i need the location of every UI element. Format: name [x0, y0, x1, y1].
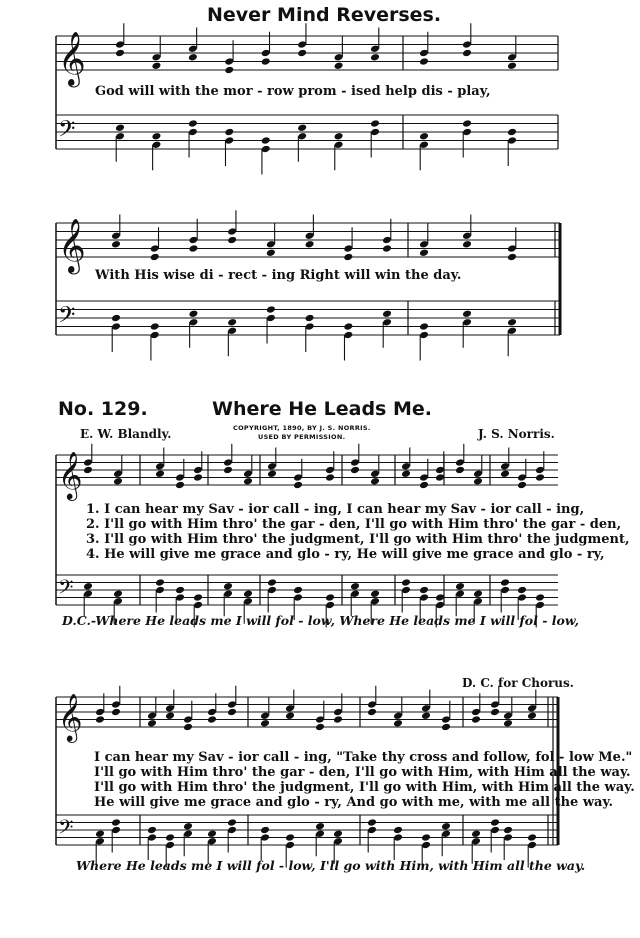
note-head: [266, 305, 276, 314]
note-head: [334, 61, 344, 70]
note-head: [111, 708, 121, 717]
note-head: [113, 589, 123, 598]
clef-symbol: 𝄢: [58, 116, 76, 148]
note-head: [393, 826, 403, 835]
note-head: [183, 822, 193, 831]
note-head: [243, 477, 253, 486]
note-head: [370, 589, 380, 598]
note-head: [207, 715, 217, 724]
note-head: [293, 586, 303, 595]
note-head: [83, 582, 93, 591]
note-head: [83, 466, 93, 475]
clef-symbol: 𝄞: [58, 219, 86, 273]
note-head: [507, 318, 517, 327]
note-head: [462, 49, 472, 58]
note-head: [227, 236, 237, 245]
note-head: [113, 477, 123, 486]
note-head: [183, 723, 193, 732]
note-head: [267, 578, 277, 587]
note-head: [115, 49, 125, 58]
note-head: [370, 477, 380, 486]
note-head: [260, 719, 270, 728]
verse-4-line1: 4. He will give me grace and glo - ry, He will give me grace and glo - ry,: [86, 547, 605, 562]
hymn1-lyrics-line1: God will with the mor - row prom - ised help dis - play,: [95, 84, 491, 99]
note-head: [261, 136, 271, 145]
note-head: [333, 829, 343, 838]
verse-1-line2: I can hear my Sav - ior call - ing, "Take thy cross and follow, fol - low Me.": [94, 750, 633, 765]
note-head: [473, 477, 483, 486]
note-head: [473, 589, 483, 598]
verse-2-line1: 2. I'll go with Him thro' the gar - den, I'll go with Him thro' the gar - den,: [86, 517, 622, 532]
note-head: [267, 469, 277, 478]
hymn1-lyrics-line2: With His wise di - rect - ing Right will win the day.: [95, 268, 462, 283]
clef-symbol: 𝄢: [58, 815, 74, 844]
staves: [56, 23, 560, 867]
note-head: [193, 593, 203, 602]
note-head: [350, 466, 360, 475]
copyright-notice: COPYRIGHT, 1890, BY J. S. NORRIS.: [233, 424, 371, 432]
hymn2-number: No. 129.: [58, 398, 148, 420]
note-head: [95, 715, 105, 724]
note-head: [305, 314, 315, 323]
note-head: [155, 469, 165, 478]
note-head: [367, 818, 377, 827]
note-head: [147, 719, 157, 728]
note-head: [305, 240, 315, 249]
permission-notice: USED BY PERMISSION.: [258, 433, 346, 441]
clef-symbol: 𝄞: [58, 693, 83, 741]
note-head: [507, 61, 517, 70]
chorus-line2: Where He leads me I will fol - low, I'll go with Him, with Him all the way.: [76, 858, 586, 873]
note-head: [535, 593, 545, 602]
note-head: [223, 582, 233, 591]
clef-symbol: 𝄞: [58, 32, 86, 86]
note-head: [343, 253, 353, 262]
note-head: [243, 589, 253, 598]
note-head: [111, 314, 121, 323]
note-head: [333, 715, 343, 724]
note-head: [188, 53, 198, 62]
verse-3-line1: 3. I'll go with Him thro' the judgment, I'll go with Him thro' the judgment,: [86, 532, 630, 547]
note-head: [155, 578, 165, 587]
note-head: [419, 248, 429, 257]
note-head: [419, 586, 429, 595]
note-head: [382, 244, 392, 253]
note-head: [393, 719, 403, 728]
note-head: [315, 822, 325, 831]
note-head: [260, 826, 270, 835]
note-head: [527, 833, 537, 842]
note-head: [224, 128, 234, 137]
note-head: [325, 593, 335, 602]
note-head: [419, 132, 429, 141]
note-head: [500, 469, 510, 478]
note-head: [111, 818, 121, 827]
note-head: [370, 53, 380, 62]
note-head: [165, 711, 175, 720]
note-head: [188, 119, 198, 128]
note-head: [95, 829, 105, 838]
note-head: [490, 818, 500, 827]
note-head: [471, 829, 481, 838]
note-head: [165, 833, 175, 842]
note-head: [500, 578, 510, 587]
note-head: [455, 582, 465, 591]
note-head: [175, 481, 185, 490]
note-head: [285, 711, 295, 720]
note-head: [188, 244, 198, 253]
note-head: [503, 719, 513, 728]
note-head: [297, 123, 307, 132]
note-head: [419, 481, 429, 490]
clef-symbol: 𝄢: [58, 302, 76, 334]
note-head: [462, 240, 472, 249]
note-head: [227, 818, 237, 827]
note-head: [419, 322, 429, 331]
clef-symbol: 𝄢: [58, 575, 74, 604]
note-head: [517, 586, 527, 595]
note-head: [462, 119, 472, 128]
note-head: [297, 49, 307, 58]
verse-1-line1: 1. I can hear my Sav - ior call - ing, I can hear my Sav - ior call - ing,: [86, 502, 585, 517]
note-head: [441, 723, 451, 732]
note-head: [517, 481, 527, 490]
chorus-line1: D.C.-Where He leads me I will fol - low, Where He leads me I will fol - low,: [62, 613, 579, 628]
note-head: [471, 715, 481, 724]
note-head: [367, 708, 377, 717]
hymn2-author: E. W. Blandly.: [80, 427, 172, 441]
note-head: [207, 829, 217, 838]
note-head: [325, 473, 335, 482]
note-head: [527, 711, 537, 720]
note-head: [151, 61, 161, 70]
dc-for-chorus-label: D. C. for Chorus.: [462, 676, 574, 690]
verse-4-line2: He will give me grace and glo - ry, And go with me, with me all the way.: [94, 795, 614, 810]
verse-3-line2: I'll go with Him thro' the judgment, I'll go with Him, with Him all the way.: [94, 780, 635, 795]
note-head: [266, 248, 276, 257]
note-head: [147, 826, 157, 835]
note-head: [151, 132, 161, 141]
note-head: [419, 57, 429, 66]
hymn2-composer: J. S. Norris.: [478, 427, 555, 441]
note-head: [111, 240, 121, 249]
note-head: [462, 309, 472, 318]
note-head: [193, 473, 203, 482]
note-head: [401, 578, 411, 587]
note-head: [382, 309, 392, 318]
note-head: [223, 466, 233, 475]
note-head: [227, 318, 237, 327]
note-head: [188, 309, 198, 318]
note-head: [421, 833, 431, 842]
note-head: [441, 822, 451, 831]
note-head: [285, 833, 295, 842]
note-head: [507, 253, 517, 262]
note-head: [293, 481, 303, 490]
note-head: [421, 711, 431, 720]
note-head: [224, 66, 234, 75]
note-head: [503, 826, 513, 835]
note-head: [334, 132, 344, 141]
note-head: [401, 469, 411, 478]
note-head: [150, 253, 160, 262]
note-head: [150, 322, 160, 331]
verse-2-line2: I'll go with Him thro' the gar - den, I'll go with Him, with Him all the way.: [94, 765, 631, 780]
note-head: [115, 123, 125, 132]
note-head: [261, 57, 271, 66]
hymn2-title: Where He Leads Me.: [212, 398, 432, 420]
note-head: [343, 322, 353, 331]
note-head: [315, 723, 325, 732]
clef-symbol: 𝄞: [58, 451, 83, 499]
hymn1-title: Never Mind Reverses.: [207, 4, 442, 26]
note-head: [507, 128, 517, 137]
note-head: [350, 582, 360, 591]
note-head: [175, 586, 185, 595]
note-head: [535, 473, 545, 482]
note-head: [490, 708, 500, 717]
note-head: [370, 119, 380, 128]
note-head: [455, 466, 465, 475]
note-head: [227, 708, 237, 717]
